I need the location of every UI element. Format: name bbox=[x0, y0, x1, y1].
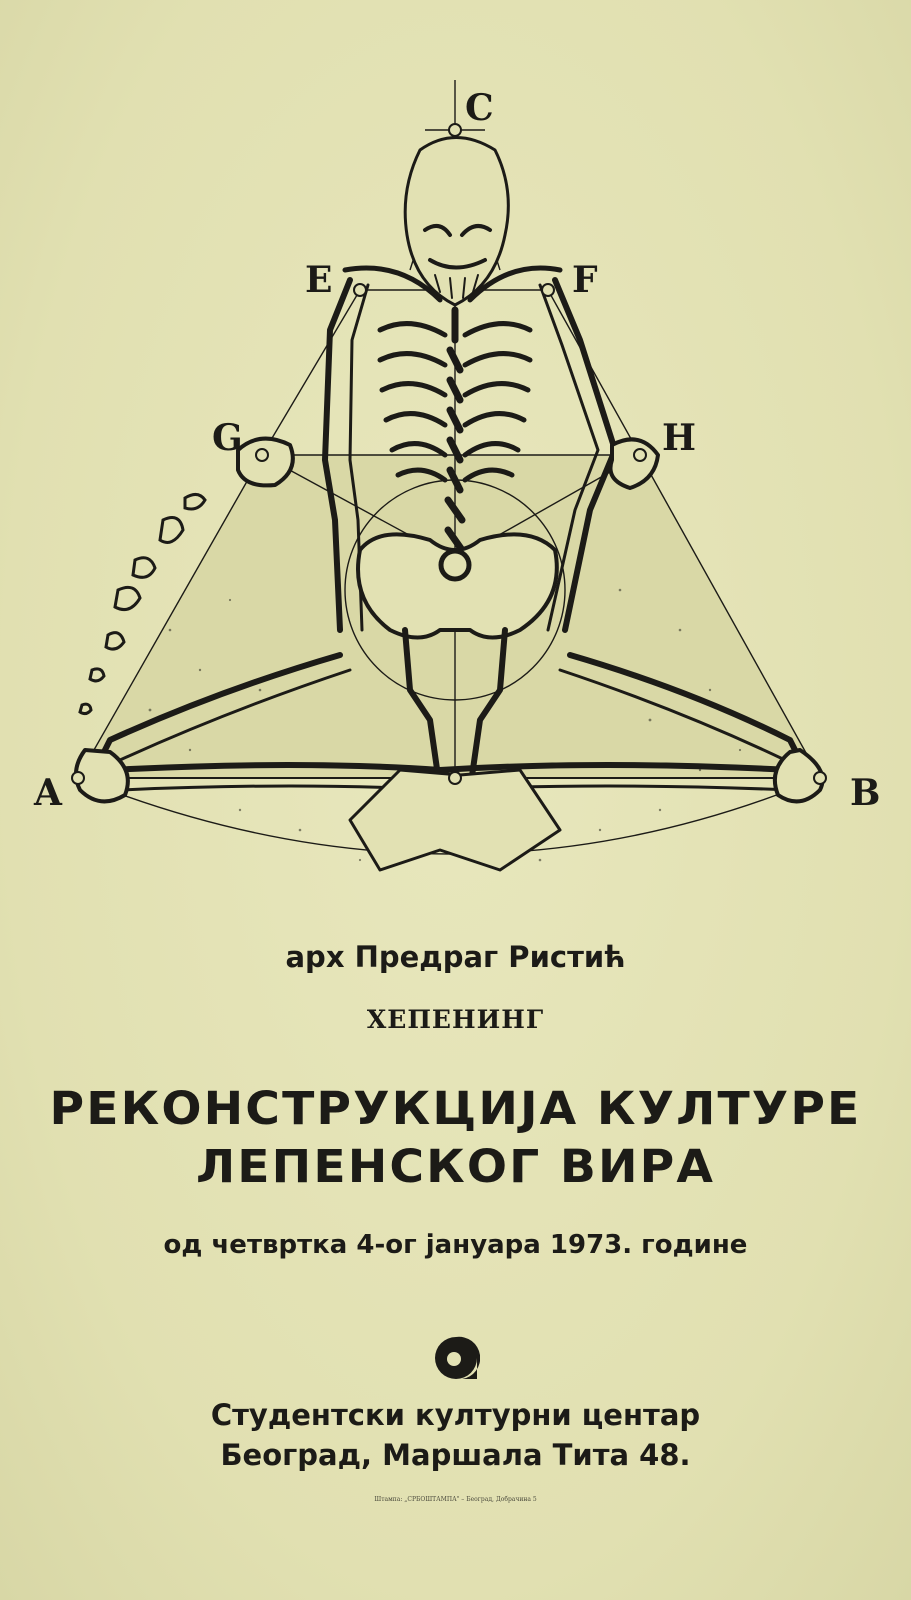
event-date: од четвртка 4-ог јануара 1973. године bbox=[163, 1230, 748, 1260]
event-title-line-2: ЛЕПЕНСКОГ ВИРА bbox=[195, 1140, 716, 1193]
event-type: ХЕПЕНИНГ bbox=[366, 1005, 545, 1034]
event-title-line-1: РЕКОНСТРУКЦИЈА КУЛТУРЕ bbox=[49, 1082, 862, 1135]
venue-name: Студентски културни центар bbox=[210, 1398, 701, 1432]
label-h: H bbox=[662, 417, 697, 459]
label-g: G bbox=[212, 417, 243, 459]
venue bbox=[0, 1395, 911, 1475]
skc-logo-icon bbox=[432, 1335, 480, 1381]
event-title bbox=[0, 1080, 911, 1196]
label-f: F bbox=[572, 259, 598, 301]
label-e: E bbox=[305, 259, 333, 301]
printer-credit: Штампа: „СРБОШТАМПА" – Београд, Добрачина 5 bbox=[374, 1496, 537, 1503]
label-c: C bbox=[465, 87, 494, 129]
author-name: арх Предраг Ристић bbox=[285, 940, 626, 974]
label-a: A bbox=[34, 772, 62, 814]
venue-address: Београд, Маршала Тита 48. bbox=[220, 1438, 691, 1472]
skeleton-geometry-illustration bbox=[0, 70, 911, 930]
label-b: B bbox=[850, 772, 881, 814]
